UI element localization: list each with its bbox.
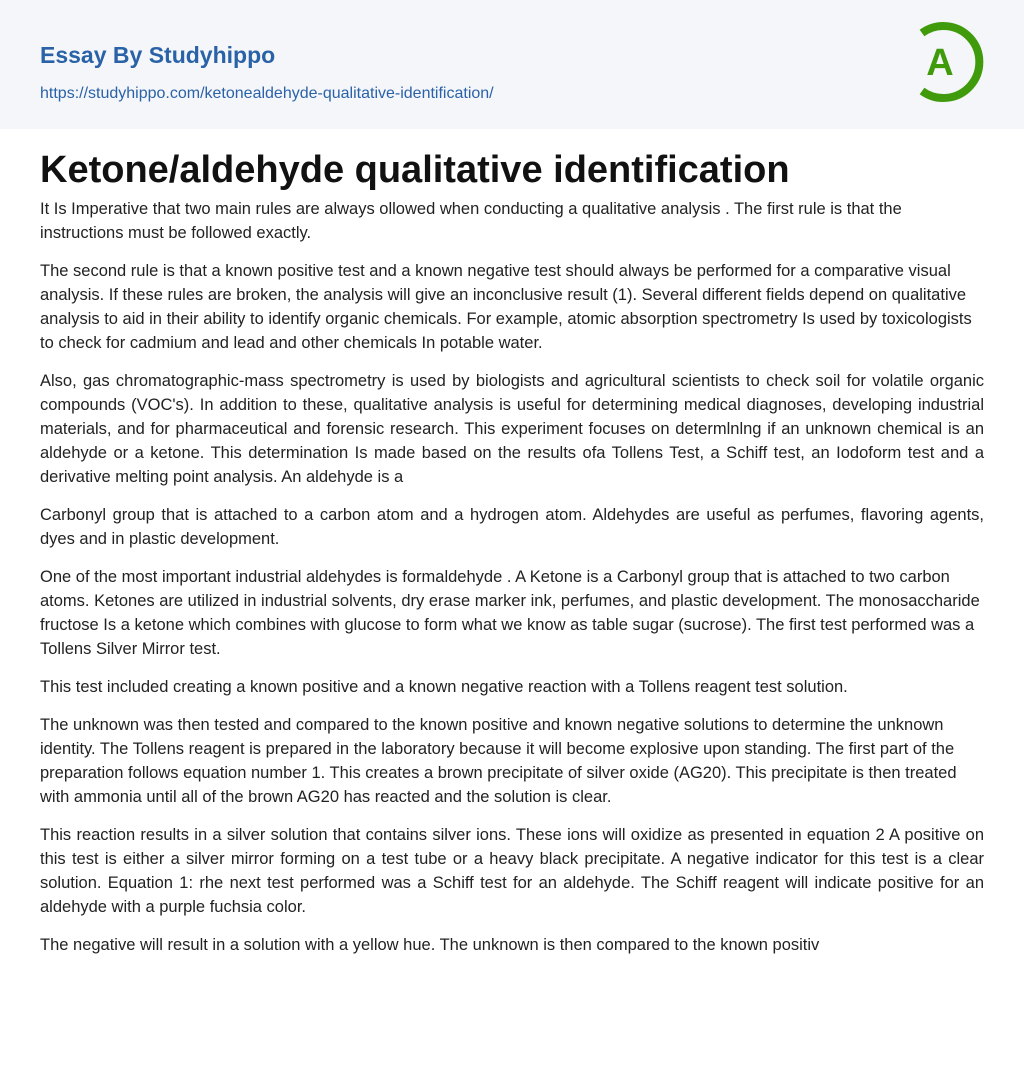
paragraph: Carbonyl group that is attached to a carbon atom and a hydrogen atom. Aldehydes are useful as perfumes, flavoring agents, dyes and in plastic development. (40, 506, 984, 548)
paragraph: This reaction results in a silver solution that contains silver ions. These ions will oxidize as presented in equation 2 A positive on this test is either a silver mirror forming on a test tube or a heavy black precipitate. A negative indicator for this test is a clear solution. Equation 1: rhe next test performed was a Schiff test for an aldehyde. The Schiff reagent will indicate positive for an aldehyde with a purple fuchsia color. (40, 826, 984, 916)
paragraph: The second rule is that a known positive test and a known negative test should always be performed for a comparative visual analysis. If these rules are broken, the analysis will give an inconclusive result (1). Several different fields depend on qualitative analysis to aid in their ability to identify organic chemicals. For example, atomic absorption spectrometry Is used by toxicologists to check for cadmium and lead and other chemicals In potable water. (40, 262, 972, 352)
paragraph: One of the most important industrial aldehydes is formaldehyde . A Ketone is a Carbonyl group that is attached to two carbon atoms. Ketones are utilized in industrial solvents, dry erase marker ink, perfumes, and plastic development. The monosaccharide fructose Is a ketone which combines with glucose to form what we know as table sugar (sucrose). The first test performed was a Tollens Silver Mirror test. (40, 568, 980, 658)
site-header (0, 0, 1024, 129)
studyhippo-logo-icon (912, 19, 986, 105)
paragraph: The unknown was then tested and compared to the known positive and known negative solutions to determine the unknown identity. The Tollens reagent is prepared in the laboratory because it will become explosive upon standing. The first part of the preparation follows equation number 1. This creates a brown precipitate of silver oxide (AG20). This precipitate is then treated with ammonia until all of the brown AG20 has reacted and the solution is clear. (40, 716, 957, 806)
paragraph: The negative will result in a solution with a yellow hue. The unknown is then compared to the known positiv (40, 936, 820, 954)
paragraph: This test included creating a known positive and a known negative reaction with a Tollens reagent test solution. (40, 678, 848, 696)
article (0, 129, 1024, 957)
article-title: Ketone/aldehyde qualitative identification (40, 149, 790, 191)
article-url-link[interactable]: https://studyhippo.com/ketonealdehyde-qualitative-identification/ (40, 85, 494, 102)
svg-text:A: A (926, 42, 954, 84)
paragraph: Also, gas chromatographic-mass spectrometry is used by biologists and agricultural scientists to check soil for volatile organic compounds (VOC's). In addition to these, qualitative analysis is useful for determining medical diagnoses, developing industrial materials, and for pharmaceutical and forensic research. This experiment focuses on determlnlng if an unknown chemical is an aldehyde or a ketone. This determination Is made based on the results ofa Tollens Test, a Schiff test, an Iodoform test and a derivative melting point analysis. An aldehyde is a (40, 372, 984, 486)
brand-name: Essay By Studyhippo (40, 42, 276, 68)
paragraph: It Is Imperative that two main rules are always ollowed when conducting a qualitative analysis . The first rule is that the instructions must be followed exactly. (40, 200, 902, 242)
